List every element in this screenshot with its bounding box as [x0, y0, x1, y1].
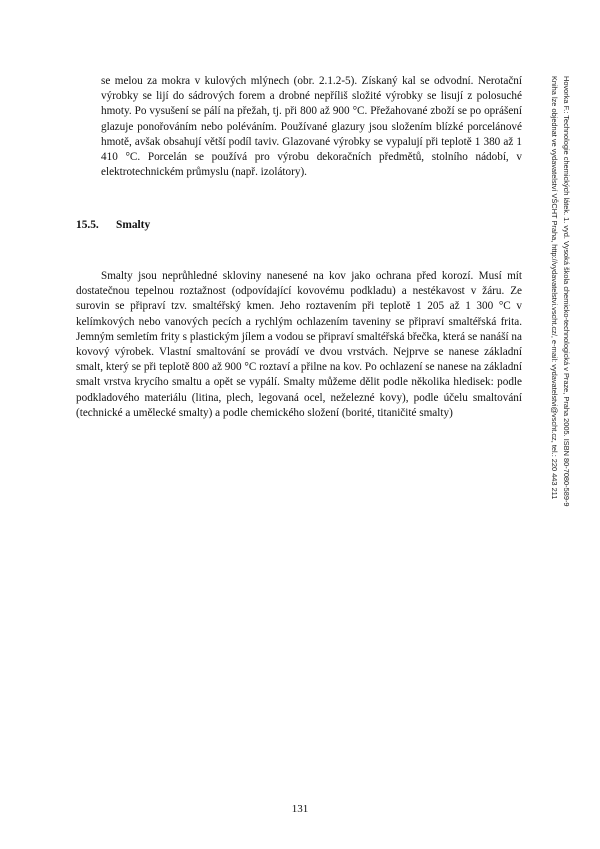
- section-title: Smalty: [116, 219, 151, 231]
- citation-line-2: Kniha lze objednat ve vydavatelství VŠCHT Praha, http://vydavatelstvi.vscht.cz/, e-mail: vydavatelstvi@vscht.cz, tel.: 220 443 211: [550, 76, 559, 500]
- citation-sidenote: [540, 76, 572, 556]
- section-number: 15.5.: [76, 219, 99, 231]
- section-heading: [76, 219, 150, 231]
- citation-line-1: Hovorka F.: Technologie chemických látek. 1. vyd. Vysoká škola chemicko-technologická v Praze, Praha 2005. ISBN 80-7080-589-9: [562, 76, 571, 507]
- body-paragraph-1: se melou za mokra v kulových mlýnech (obr. 2.1.2-5). Získaný kal se odvodní. Nerotační výrobky se lijí do sádrových forem a drobné nepříliš složité výrobky se lisují z polosuché hmoty. Po vysušení se pálí na přežah, tj. při 800 až 900 °C. Přežahované zboží se po oprášení glazuje ponořováním nebo poléváním. Používané glazury jsou složením blízké porcelánové hmotě, avšak obsahují větší podíl taviv. Glazované výrobky se vypalují při teplotě 1 380 až 1 410 °C. Porcelán se používá pro výrobu dekoračních předmětů, stolního nádobí, v elektrotechnickém průmyslu (např. izolátory).: [101, 75, 522, 179]
- page-number: 131: [291, 803, 309, 815]
- body-paragraph-2: Smalty jsou neprůhledné skloviny nanesené na kov jako ochrana před korozí. Musí mít dostatečnou tepelnou roztažnost (odpovídající kovovému podkladu) a nestékavost v žáru. Ze surovin se připraví tzv. smaltéřský kmen. Jeho roztavením při teplotě 1 205 až 1 300 °C v kelímkových nebo vanových pecích a rychlým ochlazením taveniny se připraví smaltéřská frita. Jemným semletím frity s plastickým jílem a vodou se připraví smaltéřská břečka, která se nanáší na kovový výrobek. Vlastní smaltování se provádí ve dvou vrstvách. Nejprve se nanese základní smalt, který se při teplotě 800 až 900 °C roztaví a přilne na kov. Po ochlazení se nanese na základní smalt vrstva krycího smaltu a opět se vypálí. Smalty můžeme dělit podle několika hledisek: podle podkladového materiálu (litina, plech, legovaná ocel, neželezné kovy), podle účelu smaltování (technické a umělecké smalty) a podle chemického složení (borité, titaničité smalty): [76, 270, 522, 419]
